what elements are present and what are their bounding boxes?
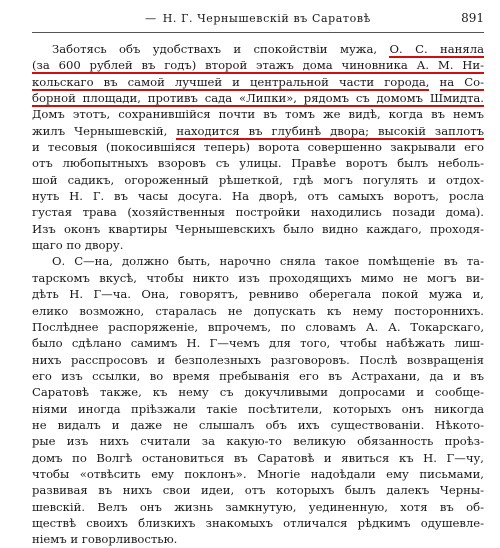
page-number: 891 <box>461 11 484 25</box>
text-line: елико возможно, старалась не допускать къ нему постороннихъ. <box>32 303 484 318</box>
text-line <box>32 74 484 90</box>
red-underline-highlight: О. С. наняла <box>389 42 484 56</box>
text-line <box>32 57 484 73</box>
red-underline-highlight: на Со- <box>439 74 484 89</box>
red-underline-highlight: находится въ глубинѣ двора; высокій заплотъ <box>176 123 485 138</box>
text-line: тарскомъ вкусѣ, чтобы никто изъ проходящихъ мимо не могъ ви- <box>32 270 484 285</box>
text-line: Домъ этотъ, сохранившійся почти въ томъ же видѣ, когда въ немъ <box>32 107 484 122</box>
running-header <box>32 10 484 33</box>
paragraph <box>32 41 484 253</box>
text-line: ществѣ своихъ близкихъ знакомыхъ отличался рѣдкимъ одушевле- <box>32 515 484 530</box>
text-line: развивая въ нихъ свои идеи, отъ которыхъ былъ далекъ Черны- <box>32 483 484 498</box>
text-line: ніями иногда пріѣзжали такіе посѣтители, которыхъ онъ никогда <box>32 401 484 416</box>
red-underline-highlight: (за 600 рублей въ годъ) второй этажъ дома чиновника А. М. Ни- <box>32 58 484 73</box>
header-title-text: Н. Г. Чернышевскій въ Саратовѣ <box>162 12 371 25</box>
text-line: Саратовѣ также, къ нему съ докучливыми допросами и сообще- <box>32 385 484 400</box>
text-line: ніемъ и говорливостью. <box>32 532 178 547</box>
text-line: чтобы «отвѣсить ему поклонъ». Многіе надоѣдали ему письмами, <box>32 466 484 481</box>
text-line: жилъ Чернышевскій, находится въ глубинѣ двора; высокій заплотъ <box>32 123 485 138</box>
red-underline-highlight: борной площади, противъ сада «Липки», рядомъ съ домомъ Шмидта. <box>32 91 484 106</box>
red-underline-highlight: кольскаго въ самой лучшей и центральной части города, <box>32 74 430 89</box>
text-line: и тесовыя (покосившіяся теперь) ворота совершенно закрывали его <box>32 140 484 155</box>
text-line: Послѣднее распоряженіе, впрочемъ, по словамъ А. А. Токарскаго, <box>32 319 484 334</box>
paragraph <box>32 253 484 547</box>
running-title <box>145 12 371 25</box>
text-line <box>32 90 484 106</box>
text-line: шевскій. Велъ онъ жизнь замкнутую, уединенную, хотя въ об- <box>32 499 484 514</box>
text-line: Изъ оконъ квартиры Чернышевскихъ было видно каждаго, проходя- <box>32 221 484 236</box>
text-line: отъ любопытныхъ взоровъ съ улицы. Правѣе воротъ былъ неболь- <box>32 156 484 171</box>
text-line: Заботясь объ удобствахъ и спокойствіи мужа, О. С. наняла <box>52 42 484 56</box>
text-line: густая трава (хозяйственныя постройки находились позади дома). <box>32 205 484 220</box>
text-line: домъ по Волгѣ остановиться въ Саратовѣ и явиться къ Н. Г—чу, <box>32 450 484 465</box>
text-line: О. С—на, должно быть, нарочно сняла такое помѣщеніе въ та- <box>52 254 484 269</box>
text-line: не видалъ и даже не слышалъ объ ихъ существованіи. Нѣкото- <box>32 417 484 432</box>
text-line: нуть Н. Г. въ часы досуга. На дворѣ, отъ самыхъ воротъ, росла <box>32 189 484 204</box>
text-line: нихъ расспросовъ и безполезныхъ разговоровъ. Послѣ возвращенія <box>32 352 484 367</box>
text-line: было сдѣлано самимъ Н. Г—чемъ для того, чтобы набѣжать лиш- <box>32 336 484 351</box>
text-line: дѣть Н. Г—ча. Она, говорятъ, ревниво оберегала покой мужа и, <box>32 287 484 302</box>
text-line: щаго по двору. <box>32 238 124 253</box>
text-line: его изъ ссылки, во время пребыванія его въ Астрахани, да и въ <box>32 368 484 383</box>
text-line: шой садикъ, огороженный рѣшеткой, гдѣ могъ погулять и отдох- <box>32 172 484 187</box>
header-dash: — <box>145 12 157 25</box>
text-line: рые изъ нихъ считали за какую-то великую обязанность проѣз- <box>32 434 484 449</box>
